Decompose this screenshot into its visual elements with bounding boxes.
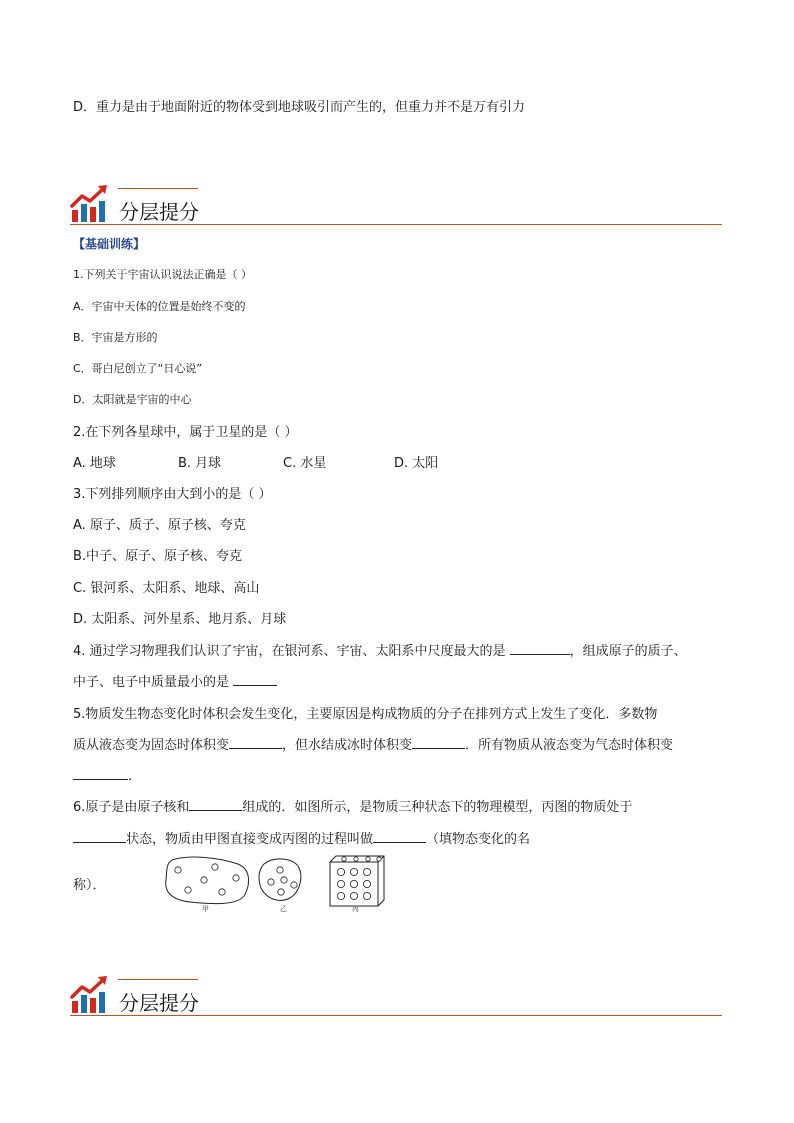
q5-blank-2[interactable] (412, 737, 465, 749)
q5-blank-3[interactable] (73, 768, 128, 780)
q2-option-a: A. 地球 (73, 456, 116, 471)
q6-line2 (73, 828, 530, 847)
q3-option-b: B.中子、原子、原子核、夸克 (73, 549, 243, 564)
q3-option-d: D. 太阳系、河外星系、地月系、月球 (73, 612, 287, 627)
q4-blank-1[interactable] (510, 643, 570, 655)
prev-question-option-d: D．重力是由于地面附近的物体受到地球吸引而产生的，但重力并不是万有引力 (73, 100, 526, 115)
q4-blank-2[interactable] (233, 674, 277, 686)
q4-line2 (73, 671, 277, 690)
q5-text-b: ，但水结成冰时体积变 (282, 738, 413, 753)
q2-option-d: D. 太阳 (394, 456, 439, 471)
q5-text-c: ．所有物质从液态变为气态时体积变 (465, 738, 674, 753)
states-diagram (160, 852, 390, 912)
q2-option-c: C. 水星 (283, 456, 327, 471)
figure-label-yi: 乙 (280, 905, 287, 913)
q5-text-a: 质从液态变为固态时体积变 (73, 738, 230, 753)
q4-text-b: ，组成原子的质子、 (569, 644, 687, 659)
section-top-line (118, 188, 198, 189)
q6-text-c: 状态，物质由甲图直接变成丙图的过程叫做 (126, 832, 374, 847)
section-top-line (118, 979, 198, 980)
section-title: 分层提分 (119, 200, 199, 224)
figure-label-jia: 甲 (202, 905, 209, 913)
basic-training-label: 【基础训练】 (73, 237, 146, 251)
q5-text-end: ． (128, 769, 142, 784)
q5-line3 (73, 765, 141, 784)
q4-line1 (73, 640, 687, 659)
q1-option-d: D．太阳就是宇宙的中心 (73, 393, 192, 406)
chart-growth-icon (70, 975, 110, 1017)
q1-stem: 1.下列关于宇宙认识说法正确是（ ） (73, 268, 252, 281)
q6-blank-1[interactable] (189, 799, 242, 811)
states-of-matter-figure (160, 852, 390, 912)
q1-option-b: B．宇宙是方形的 (73, 331, 158, 344)
q2-option-b: B. 月球 (178, 456, 222, 471)
section-header (70, 184, 722, 228)
q4-text-a: 4. 通过学习物理我们认识了宇宙，在银河系、宇宙、太阳系中尺度最大的是 (73, 644, 510, 659)
q6-blank-3[interactable] (373, 831, 426, 843)
q6-line3: 称）． (73, 878, 106, 893)
q3-option-c: C. 银河系、太阳系、地球、高山 (73, 581, 260, 596)
q6-text-d: （填物态变化的名 (426, 832, 531, 847)
q6-line1 (73, 796, 632, 815)
q6-blank-2[interactable] (73, 831, 126, 843)
q3-option-a: A. 原子、质子、原子核、夸克 (73, 518, 246, 533)
q2-stem: 2.在下列各星球中，属于卫星的是（ ） (73, 425, 298, 440)
section-header (70, 975, 722, 1019)
q1-option-c: C．哥白尼创立了“日心说” (73, 362, 203, 375)
q5-line1: 5.物质发生物态变化时体积会发生变化，主要原因是构成物质的分子在排列方式上发生了变化．多数物 (73, 707, 658, 722)
chart-growth-icon (70, 184, 110, 226)
q4-text-c: 中子、电子中质量最小的是 (73, 675, 234, 690)
q3-stem: 3.下列排列顺序由大到小的是（ ） (73, 487, 272, 502)
q1-option-a: A．宇宙中天体的位置是始终不变的 (73, 300, 246, 313)
section-rule (70, 1015, 722, 1016)
q5-line2 (73, 734, 673, 753)
figure-label-bing: 丙 (352, 905, 359, 913)
q6-text-a: 6.原子是由原子核和 (73, 800, 190, 815)
q6-text-b: 组成的．如图所示，是物质三种状态下的物理模型，丙图的物质处于 (242, 800, 633, 815)
section-rule (70, 224, 722, 225)
q5-blank-1[interactable] (229, 737, 282, 749)
section-title: 分层提分 (119, 991, 199, 1015)
